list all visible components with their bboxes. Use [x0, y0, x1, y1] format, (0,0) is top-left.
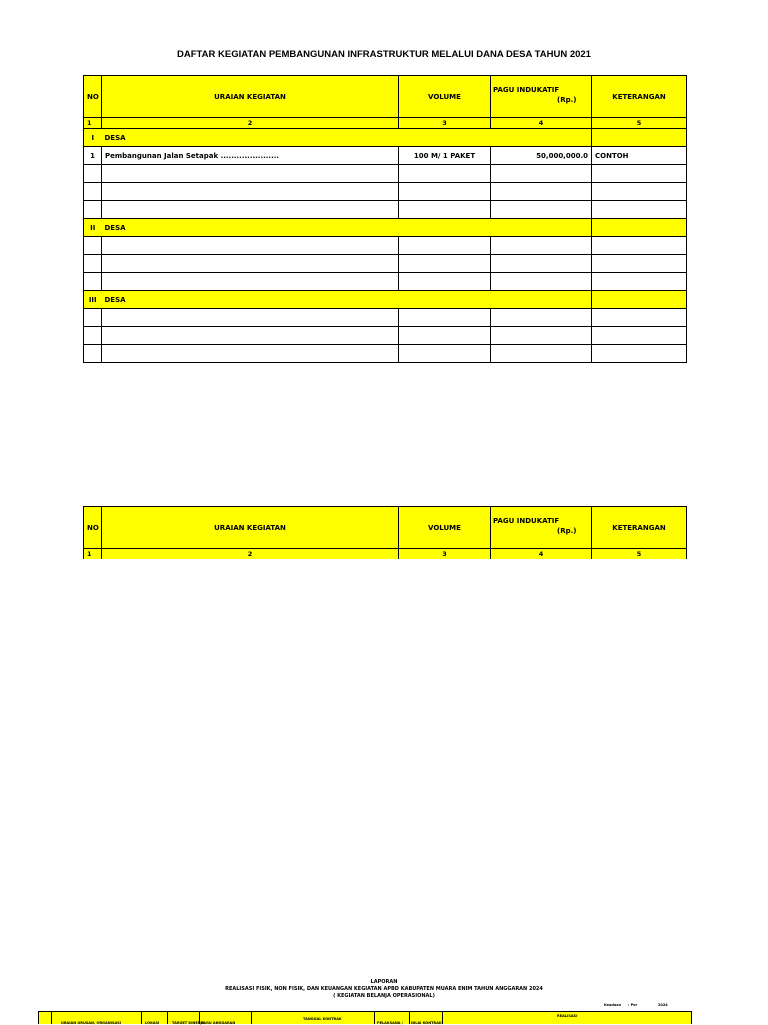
- row-pagu: 50,000,000.0: [491, 147, 592, 165]
- column-number-row: [84, 118, 687, 129]
- row-volume: [399, 237, 491, 255]
- row-number: [84, 273, 102, 291]
- column-number: 5: [592, 118, 687, 129]
- header-keterangan: KETERANGAN: [592, 76, 687, 118]
- header-pagu: [491, 76, 592, 118]
- column-number: 2: [102, 118, 399, 129]
- header-pagu-unit: (Rp.): [557, 96, 577, 104]
- row-volume: [399, 273, 491, 291]
- section-row: [84, 219, 687, 237]
- column-number: 3: [399, 549, 491, 560]
- strip-label: REALISASI: [557, 1014, 578, 1018]
- strip-label: LOKASI: [145, 1021, 160, 1025]
- strip-label: NILAI KONTRAK: [411, 1021, 442, 1025]
- table-row: [84, 165, 687, 183]
- header-no: NO: [84, 507, 102, 549]
- row-uraian: [102, 273, 399, 291]
- row-uraian: Pembangunan Jalan Setapak ......................: [102, 147, 399, 165]
- table-row: [84, 237, 687, 255]
- row-number: [84, 165, 102, 183]
- row-keterangan: [592, 273, 687, 291]
- section-name: DESA: [102, 291, 592, 309]
- table-header-row: [84, 507, 687, 549]
- row-number: [84, 183, 102, 201]
- table-row: [84, 201, 687, 219]
- header-keterangan: KETERANGAN: [592, 507, 687, 549]
- row-uraian: [102, 183, 399, 201]
- row-pagu: [491, 183, 592, 201]
- header-uraian: URAIAN KEGIATAN: [102, 76, 399, 118]
- row-keterangan: CONTOH: [592, 147, 687, 165]
- table-row: [84, 327, 687, 345]
- header-pagu: [491, 507, 592, 549]
- row-keterangan: [592, 183, 687, 201]
- keadaan-label: Keadaan: [604, 1003, 622, 1007]
- column-number: 2: [102, 549, 399, 560]
- page-title: DAFTAR KEGIATAN PEMBANGUNAN INFRASTRUKTUR MELALUI DANA DESA TAHUN 2021: [177, 49, 591, 60]
- report-heading: LAPORAN: [370, 979, 398, 985]
- row-pagu: [491, 165, 592, 183]
- table-row: [84, 255, 687, 273]
- table-row: [84, 147, 687, 165]
- header-pagu-label: PAGU INDUKATIF: [493, 86, 560, 94]
- row-volume: [399, 201, 491, 219]
- row-pagu: [491, 201, 592, 219]
- strip-label: TANGGAL KONTRAK: [303, 1017, 342, 1021]
- row-number: [84, 309, 102, 327]
- header-volume: VOLUME: [399, 76, 491, 118]
- activity-table-2: [83, 506, 687, 559]
- row-keterangan: [592, 201, 687, 219]
- table-row: [84, 183, 687, 201]
- row-uraian: [102, 327, 399, 345]
- row-keterangan: [592, 165, 687, 183]
- row-number: [84, 255, 102, 273]
- row-volume: 100 M/ 1 PAKET: [399, 147, 491, 165]
- section-name: DESA: [102, 129, 592, 147]
- row-pagu: [491, 255, 592, 273]
- row-volume: [399, 255, 491, 273]
- row-keterangan: [592, 255, 687, 273]
- column-number: 5: [592, 549, 687, 560]
- row-number: 1: [84, 147, 102, 165]
- column-number: 1: [84, 549, 102, 560]
- per-label: : Per: [628, 1003, 638, 1007]
- table-row: [84, 345, 687, 363]
- row-keterangan: [592, 237, 687, 255]
- column-number-row: [84, 549, 687, 560]
- header-uraian: URAIAN KEGIATAN: [102, 507, 399, 549]
- section-number: II: [84, 219, 102, 237]
- column-number: 4: [491, 118, 592, 129]
- table-header-row: [84, 76, 687, 118]
- row-keterangan: [592, 327, 687, 345]
- strip-label: PAGU ANGGARAN: [201, 1021, 236, 1025]
- section-row: [84, 129, 687, 147]
- row-keterangan: [592, 309, 687, 327]
- row-number: [84, 327, 102, 345]
- section-cell: [592, 291, 687, 309]
- section-number: III: [84, 291, 102, 309]
- row-number: [84, 345, 102, 363]
- section-cell: [592, 219, 687, 237]
- strip-label: PELAKSANA /: [377, 1021, 403, 1025]
- row-uraian: [102, 201, 399, 219]
- row-pagu: [491, 273, 592, 291]
- row-pagu: [491, 327, 592, 345]
- report-year: 2024: [658, 1003, 668, 1007]
- header-pagu-unit: (Rp.): [557, 527, 577, 535]
- activity-table: [83, 75, 687, 363]
- column-number: 4: [491, 549, 592, 560]
- row-uraian: [102, 255, 399, 273]
- header-volume: VOLUME: [399, 507, 491, 549]
- section-row: [84, 291, 687, 309]
- row-pagu: [491, 309, 592, 327]
- row-volume: [399, 165, 491, 183]
- row-number: [84, 201, 102, 219]
- row-pagu: [491, 237, 592, 255]
- row-pagu: [491, 345, 592, 363]
- row-volume: [399, 309, 491, 327]
- column-number: 3: [399, 118, 491, 129]
- row-keterangan: [592, 345, 687, 363]
- header-no: NO: [84, 76, 102, 118]
- strip-label: URAIAN URUSAN, ORGANISASI: [61, 1021, 122, 1025]
- row-volume: [399, 345, 491, 363]
- report-subtitle: REALISASI FISIK, NON FISIK, DAN KEUANGAN KEGIATAN APBD KABUPATEN MUARA ENIM TAHUN ANGGARAN 2024: [225, 986, 543, 992]
- row-volume: [399, 327, 491, 345]
- row-uraian: [102, 237, 399, 255]
- table-row: [84, 273, 687, 291]
- row-uraian: [102, 309, 399, 327]
- table-row: [84, 309, 687, 327]
- section-number: I: [84, 129, 102, 147]
- row-number: [84, 237, 102, 255]
- row-volume: [399, 183, 491, 201]
- column-number: 1: [84, 118, 102, 129]
- report-category: ( KEGIATAN BELANJA OPERASIONAL): [333, 993, 435, 999]
- row-uraian: [102, 345, 399, 363]
- header-pagu-label: PAGU INDUKATIF: [493, 517, 560, 525]
- strip-label: TARGET KINERJA: [172, 1021, 205, 1025]
- report-table-header-strip: [38, 1011, 692, 1024]
- row-uraian: [102, 165, 399, 183]
- section-cell: [592, 129, 687, 147]
- section-name: DESA: [102, 219, 592, 237]
